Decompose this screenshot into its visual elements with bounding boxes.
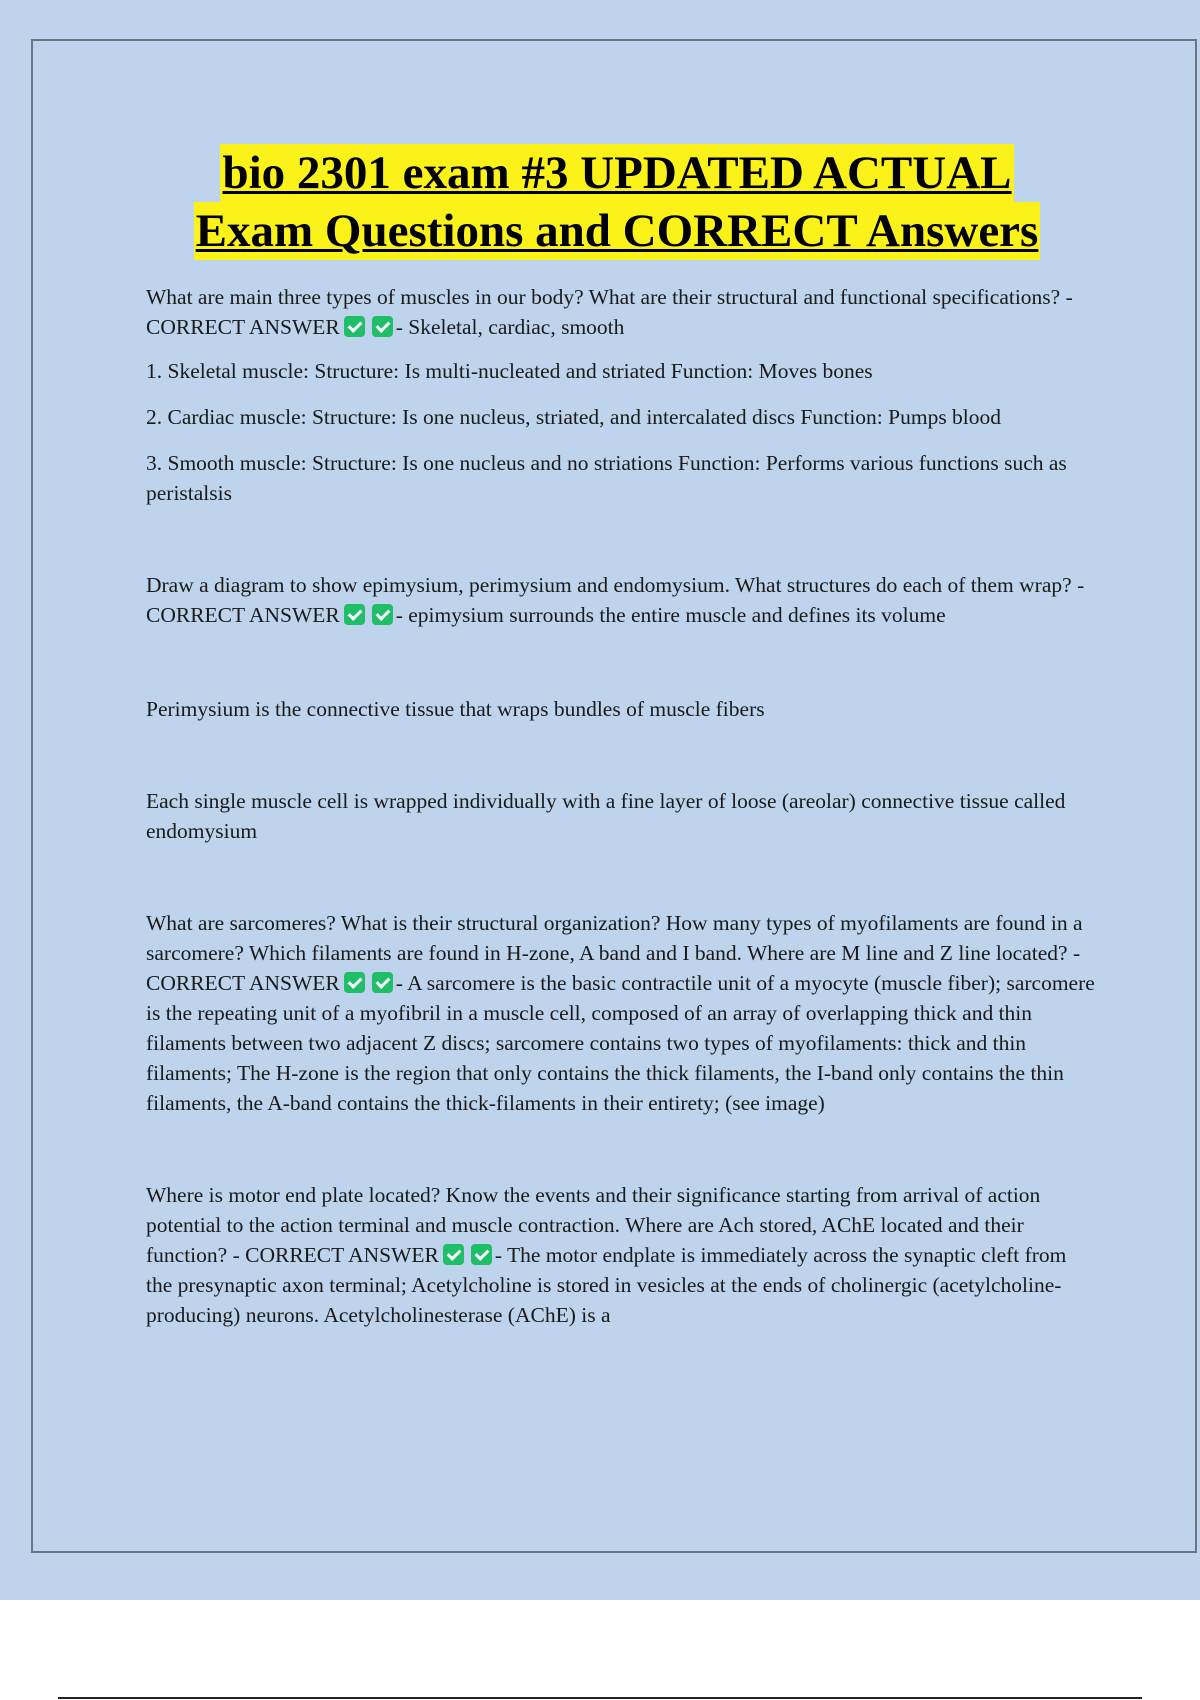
document-body [146, 282, 1096, 1330]
text-paragraph: 2. Cardiac muscle: Structure: Is one nucleus, striated, and intercalated discs Function: Pumps blood [146, 405, 1002, 429]
question-paragraph [146, 282, 1096, 342]
document-title [0, 144, 1200, 260]
title-line-1: bio 2301 exam #3 UPDATED ACTUAL [220, 144, 1013, 202]
question-text: What are main three types of muscles in our body? What are their structural and functional specifications? [146, 285, 1061, 309]
text-paragraph: Each single muscle cell is wrapped individually with a fine layer of loose (areolar) connective tissue called endomysium [146, 789, 1066, 843]
question-text: Draw a diagram to show epimysium, perimysium and endomysium. What structures do each of them wrap? [146, 573, 1072, 597]
question-text: What are sarcomeres? What is their structural organization? How many types of myofilaments are found in a sarcomere? Which filaments are found in H-zone, A band and I band. Where are M line and Z line located? [146, 911, 1083, 965]
check-mark-icon [344, 316, 365, 337]
check-mark-icon [443, 1244, 464, 1265]
answer-text: - A sarcomere is the basic contractile unit of a myocyte (muscle fiber); sarcomere is the repeating unit of a myofibril in a muscle cell, composed of an array of overlapping thick and thin filaments between two adjacent Z discs; sarcomere contains two types of myofilaments: thick and thin filaments; The H-zone is the region that only contains the thick filaments, the I-band only contains the thin filaments, the A-band contains the thick-filaments in their entirety; (see image) [146, 971, 1095, 1115]
answer-text: - Skeletal, cardiac, smooth [395, 315, 625, 339]
text-paragraph: 1. Skeletal muscle: Structure: Is multi-nucleated and striated Function: Moves bones [146, 359, 873, 383]
question-text: Where is motor end plate located? Know the events and their significance starting from arrival of action potential to the action terminal and muscle contraction. Where are Ach stored, AChE located and their function? [146, 1183, 1041, 1267]
check-mark-icon [372, 972, 393, 993]
answer-text: - epimysium surrounds the entire muscle and defines its volume [395, 603, 946, 627]
answer-marker: - CORRECT ANSWER [146, 573, 1085, 627]
answer-marker: - CORRECT ANSWER [146, 941, 1081, 995]
check-mark-icon [471, 1244, 492, 1265]
bottom-divider [58, 1697, 1142, 1699]
check-mark-icon [344, 604, 365, 625]
answer-marker: - CORRECT ANSWER [146, 285, 1073, 339]
text-paragraph: 3. Smooth muscle: Structure: Is one nucleus and no striations Function: Performs various functions such as peristalsis [146, 451, 1067, 505]
question-paragraph [146, 570, 1096, 630]
question-paragraph [146, 908, 1096, 1118]
check-mark-icon [372, 316, 393, 337]
check-mark-icon [372, 604, 393, 625]
answer-text: - The motor endplate is immediately across the synaptic cleft from the presynaptic axon terminal; Acetylcholine is stored in vesicles at the ends of cholinergic (acetylcholine-producing) neurons. Acetylcholinesterase (AChE) is a [146, 1243, 1067, 1327]
title-line-2: Exam Questions and CORRECT Answers [194, 202, 1041, 260]
question-paragraph [146, 1180, 1096, 1330]
text-paragraph: Perimysium is the connective tissue that wraps bundles of muscle fibers [146, 697, 765, 721]
check-mark-icon [344, 972, 365, 993]
answer-marker: - CORRECT ANSWER [232, 1243, 439, 1267]
